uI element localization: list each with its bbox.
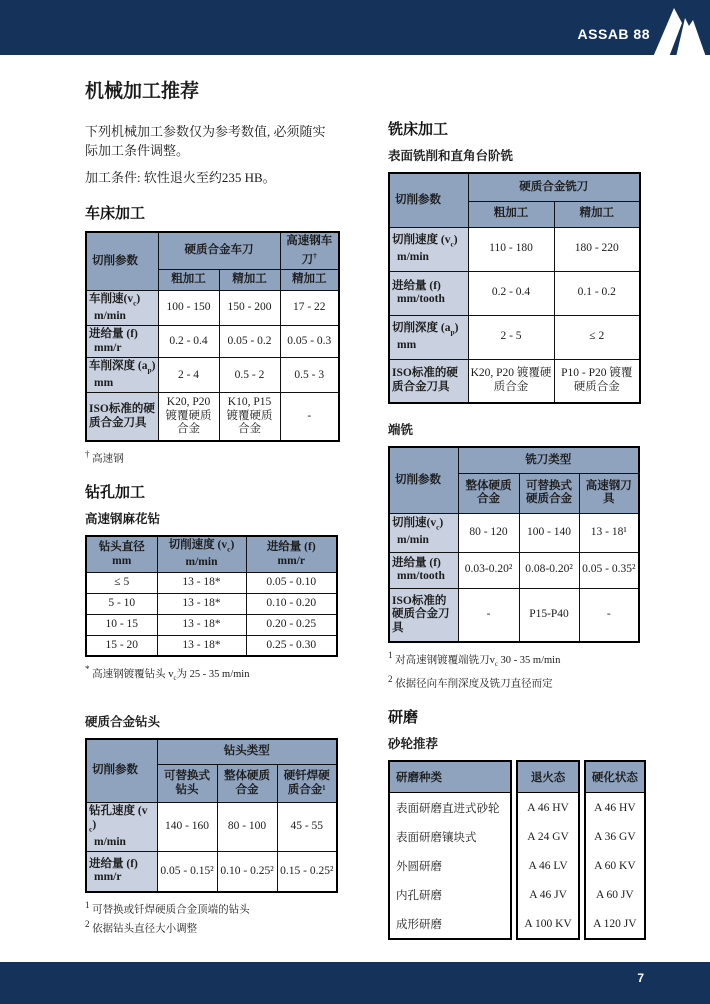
value-cell: 0.05 - 0.15² [157, 852, 217, 892]
value-cell: 0.08-0.20² [519, 552, 579, 588]
row-label: 切削速$(v_c)$ [392, 517, 444, 532]
wheel-spec-cell: A 46 HV [527, 801, 569, 814]
annealed-column [516, 760, 579, 940]
brand-text: ASSAB 88 [577, 26, 650, 42]
value-cell: 13 - 18* [157, 593, 246, 614]
footnote-text: 高速钢镀覆钻头 $v_c$为 25 - 35 m/min [92, 668, 250, 682]
subtitle-hss-twist-drill: 高速钢麻花钻 [85, 512, 161, 527]
section-heading-grinding: 研磨 [388, 709, 419, 727]
table-header-row [86, 739, 337, 765]
grinding-type-cell: 表面研磨直进式砂轮 [396, 802, 500, 815]
intro-line-2: 际加工条件调整。 [85, 143, 190, 158]
footnote [85, 662, 343, 686]
value-cell: 0.2 - 0.4 [158, 326, 219, 358]
table-row [86, 635, 337, 656]
row-label-cell [86, 393, 158, 441]
value-cell: 5 - 10 [86, 593, 157, 614]
value-cell: 45 - 55 [277, 803, 337, 852]
left-column [85, 76, 343, 937]
footnote [85, 898, 343, 937]
grinding-type-cell: 成形研磨 [396, 918, 442, 931]
value-cell: 0.5 - 2 [219, 358, 280, 393]
row-label: 切削深度 $(a_p)$ [392, 321, 459, 337]
header-unit: m/min [185, 556, 218, 569]
table-row [389, 315, 640, 359]
indexable-subheader-cell: 可替换式硬质合金 [519, 473, 579, 513]
row-label: 车削深度 $(a_p)$ [89, 360, 156, 375]
milling-table [388, 172, 641, 404]
footnote [85, 447, 343, 467]
hss-tool-group-cell: 高速钢车刀† [280, 232, 339, 269]
brazed-carbide-subheader-cell: 硬钎焊硬质合金¹ [277, 765, 337, 803]
wheel-spec-cell: A 46 HV [594, 801, 636, 814]
table-row [86, 358, 339, 393]
subtitle-wheel-recommendation: 砂轮推荐 [388, 737, 439, 752]
wheel-spec-cell: A 100 KV [524, 917, 572, 930]
subtitle-end-milling: 端铣 [388, 423, 414, 437]
subtitle-face-milling: 表面铣削和直角台阶铣 [388, 149, 514, 163]
row-unit: mm/tooth [397, 570, 445, 582]
hss-subheader-cell: 高速钢刀具 [579, 473, 639, 513]
wheel-spec-cell: A 60 JV [596, 888, 634, 901]
end-mill-table [388, 446, 640, 643]
value-cell: 13 - 18* [157, 614, 246, 635]
footnote-text: 依据径向车削深度及铣刀直径而定 [395, 678, 553, 690]
value-cell: 13 - 18¹ [579, 513, 639, 552]
diameter-header-cell [86, 536, 157, 572]
row-label: 车削速$(v_c)$ [89, 292, 141, 308]
row-label: 切削速度 $(v_c)$ [392, 233, 458, 249]
finish-subheader-cell: 精加工 [219, 269, 280, 290]
value-cell: 10 - 15 [86, 614, 157, 635]
section-heading-milling: 铣床加工 [388, 121, 449, 138]
section-heading-drilling: 钻孔加工 [85, 484, 146, 502]
row-unit: m/min [94, 309, 126, 322]
footnote-text: 对高速钢镀覆端铣刀$v_c$ 30 - 35 m/min [395, 654, 561, 668]
value-cell: 80 - 120 [458, 513, 519, 552]
table-row [389, 513, 639, 552]
grinding-type-cell: 内孔研磨 [396, 889, 442, 902]
value-cell: 0.05 - 0.35² [579, 552, 639, 588]
param-header-cell: 切削参数 [389, 447, 458, 513]
value-cell: 0.10 - 0.25² [217, 852, 277, 892]
table-row [86, 593, 337, 614]
header-label: 钻头直径 [98, 541, 145, 554]
wheel-spec-cell: A 120 JV [593, 917, 637, 930]
section-heading-lathe: 车床加工 [85, 205, 146, 222]
table-row [389, 588, 639, 642]
row-unit: mm/r [94, 341, 122, 354]
footnote-marker: * [85, 664, 90, 675]
value-cell: K20, P20 镀覆硬质合金 [468, 359, 554, 403]
value-cell: P10 - P20 镀覆硬质合金 [554, 359, 640, 403]
solid-carbide-subheader-cell: 整体硬质合金 [458, 473, 519, 513]
value-cell: 0.5 - 3 [280, 358, 339, 393]
value-cell: 180 - 220 [554, 227, 640, 271]
header-label: 切削速度 $(v_c)$ [168, 539, 235, 554]
indexable-subheader-cell: 可替换式钻头 [157, 765, 217, 803]
footnote [388, 648, 646, 691]
table-row [86, 803, 337, 852]
table-header-row [389, 173, 640, 201]
table-row [389, 271, 640, 315]
carbide-drill-table [85, 738, 338, 893]
value-cell: 0.15 - 0.25² [277, 852, 337, 892]
value-cell: K20, P20 镀覆硬质合金 [158, 393, 219, 441]
drill-type-group-cell: 钻头类型 [157, 739, 337, 765]
value-cell: 2 - 5 [468, 315, 554, 359]
row-unit: m/min [397, 250, 429, 263]
value-cell: 2 - 4 [158, 358, 219, 393]
table-row [86, 572, 337, 593]
footnote-marker: 1 [85, 899, 90, 910]
row-label: 进给量 (f) [392, 279, 441, 292]
assab-mountain-logo-icon [651, 7, 707, 59]
wheel-spec-cell: A 60 KV [594, 859, 636, 872]
table-row [389, 552, 639, 588]
value-cell: 0.10 - 0.20 [246, 593, 337, 614]
hss-finish-subheader-cell: 精加工 [280, 269, 339, 290]
table-row [86, 290, 339, 325]
header-unit: mm/r [277, 554, 305, 567]
value-cell: K10, P15 镀覆硬质合金 [219, 393, 280, 441]
value-cell: - [458, 588, 519, 642]
table-row [86, 852, 337, 892]
page-title: 机械加工推荐 [85, 81, 200, 102]
row-unit: mm [94, 376, 114, 389]
value-cell: 140 - 160 [157, 803, 217, 852]
footnote-text: 高速钢 [92, 453, 124, 465]
value-cell: 13 - 18* [157, 572, 246, 593]
value-cell: 13 - 18* [157, 635, 246, 656]
value-cell: 150 - 200 [219, 290, 280, 325]
value-cell: - [280, 393, 339, 441]
table-row [389, 359, 640, 403]
footnote-text: 依据钻头直径大小调整 [92, 923, 198, 935]
table-row [86, 614, 337, 635]
column-header: 退火态 [518, 762, 577, 793]
table-header-row [86, 232, 339, 269]
top-banner [0, 0, 710, 55]
rough-subheader-cell: 粗加工 [468, 201, 554, 227]
value-cell: 0.05 - 0.3 [280, 326, 339, 358]
value-cell: 0.2 - 0.4 [468, 271, 554, 315]
subtitle-carbide-drill: 硬质合金钻头 [85, 714, 161, 729]
row-unit: m/min [397, 534, 429, 547]
value-cell: ≤ 2 [554, 315, 640, 359]
param-header-cell: 切削参数 [86, 232, 158, 290]
row-label: 钻孔速度 $(v_c)$ [89, 805, 148, 834]
row-label-cell [86, 358, 158, 393]
table-header-row [86, 536, 337, 572]
header-label: 进给量 (f) [266, 541, 316, 554]
intro-line-1: 下列机械加工参数仅为参考数值, 必须随实 [85, 124, 326, 139]
right-column [388, 118, 646, 940]
value-cell: 0.20 - 0.25 [246, 614, 337, 635]
table-row [86, 393, 339, 441]
footnote-marker: † [85, 448, 90, 459]
row-label-cell [86, 326, 158, 358]
carbide-mill-group-cell: 硬质合金铣刀 [468, 173, 640, 201]
lathe-table [85, 231, 340, 442]
wheel-spec-cell: A 46 LV [528, 859, 568, 872]
row-label: 进给量 (f) [89, 857, 138, 870]
value-cell: 0.05 - 0.10 [246, 572, 337, 593]
value-cell: 0.05 - 0.2 [219, 326, 280, 358]
row-unit: mm/tooth [397, 293, 445, 305]
row-label: 进给量 (f) [89, 328, 138, 341]
row-unit: mm/r [94, 871, 122, 884]
row-label-cell [389, 588, 458, 642]
bottom-banner [0, 962, 710, 1004]
row-label-cell [86, 803, 157, 852]
speed-header-cell [157, 536, 246, 572]
table-row [389, 227, 640, 271]
value-cell: 0.1 - 0.2 [554, 271, 640, 315]
row-label-cell [389, 227, 468, 271]
grinding-type-cell: 外圆研磨 [396, 860, 442, 873]
solid-carbide-subheader-cell: 整体硬质合金 [217, 765, 277, 803]
row-unit: m/min [94, 835, 126, 848]
wheel-spec-cell: A 46 JV [529, 888, 567, 901]
row-label-cell [86, 852, 157, 892]
wheel-spec-cell: A 36 GV [594, 830, 636, 843]
column-header: 硬化状态 [586, 762, 644, 793]
row-label: ISO标准的硬质合金刀具 [89, 403, 155, 429]
value-cell: 0.25 - 0.30 [246, 635, 337, 656]
table-row [86, 326, 339, 358]
value-cell: 15 - 20 [86, 635, 157, 656]
value-cell: 80 - 100 [217, 803, 277, 852]
value-cell: 0.03-0.20² [458, 552, 519, 588]
param-header-cell: 切削参数 [86, 739, 157, 803]
grinding-type-column [388, 760, 512, 940]
hardened-column [584, 760, 646, 940]
header-unit: mm [112, 554, 132, 567]
row-label: 进给量 (f) [392, 556, 441, 569]
page-number: 7 [637, 971, 644, 985]
footnote-text: 可替换或钎焊硬质合金顶端的钻头 [92, 904, 250, 916]
footnote-marker: 2 [388, 673, 393, 684]
intro-paragraph [85, 122, 343, 160]
row-unit: mm [397, 338, 417, 351]
value-cell: 100 - 150 [158, 290, 219, 325]
carbide-tool-group-cell: 硬质合金车刀 [158, 232, 280, 269]
footnote-marker: 2 [85, 919, 90, 930]
rough-subheader-cell: 粗加工 [158, 269, 219, 290]
row-label-cell [389, 359, 468, 403]
footnote-marker: 1 [388, 650, 393, 660]
param-header-cell: 切削参数 [389, 173, 468, 227]
column-header: 研磨种类 [390, 762, 510, 793]
row-label-cell [389, 271, 468, 315]
grinding-type-cell: 表面研磨镶块式 [396, 831, 477, 844]
table-header-row [389, 447, 639, 473]
value-cell: - [579, 588, 639, 642]
row-label-cell [86, 290, 158, 325]
value-cell: 110 - 180 [468, 227, 554, 271]
feed-header-cell [246, 536, 337, 572]
row-label: ISO标准的硬质合金刀具 [392, 594, 450, 634]
mill-type-group-cell: 铣刀类型 [458, 447, 639, 473]
value-cell: 100 - 140 [519, 513, 579, 552]
finish-subheader-cell: 精加工 [554, 201, 640, 227]
row-label-cell [389, 513, 458, 552]
hss-drill-table [85, 535, 338, 657]
value-cell: P15-P40 [519, 588, 579, 642]
row-label-cell [389, 315, 468, 359]
row-label: ISO标准的硬质合金刀具 [392, 367, 458, 393]
wheel-spec-cell: A 24 GV [527, 830, 569, 843]
value-cell: ≤ 5 [86, 572, 157, 593]
value-cell: 17 - 22 [280, 290, 339, 325]
machining-condition-line: 加工条件: 软性退火至约235 HB。 [85, 170, 276, 185]
row-label-cell [389, 552, 458, 588]
grinding-table [388, 760, 646, 940]
